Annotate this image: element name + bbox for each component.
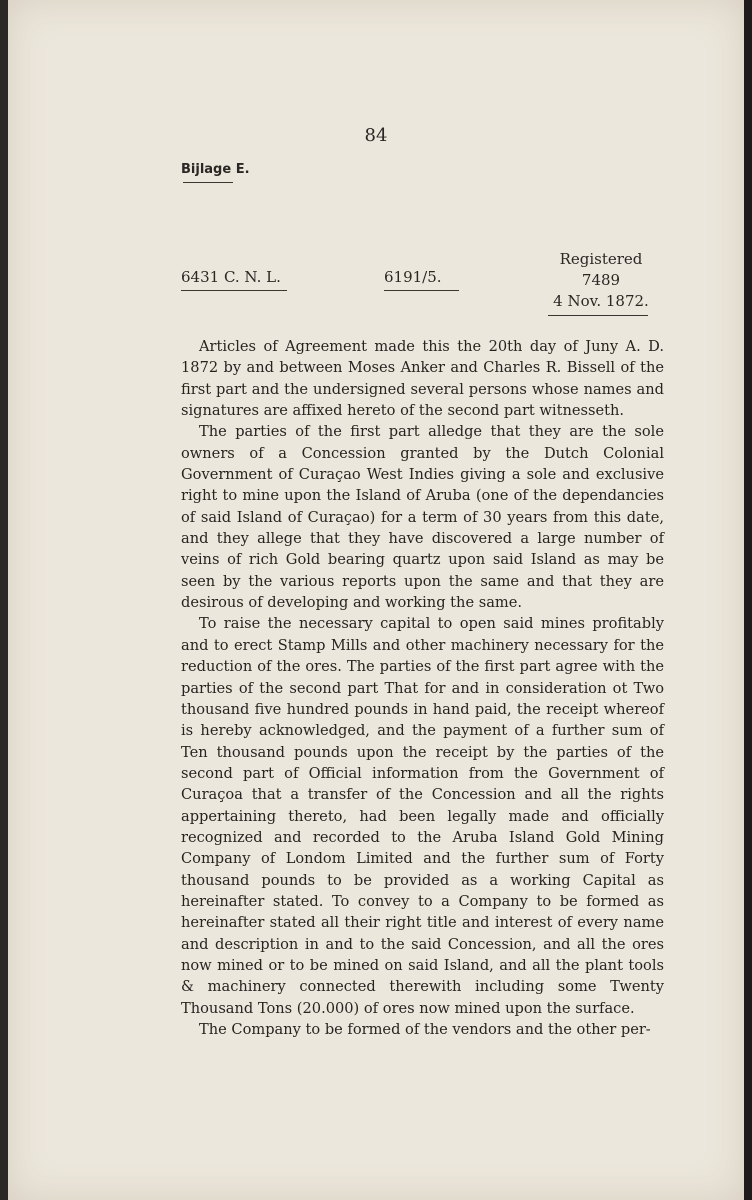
reference-left-underline — [181, 290, 287, 291]
agreement-body — [181, 336, 664, 1040]
paragraph: Articles of Agreement made this the 20th day of Juny A. D. 1872 by and between Moses Anker and Charles R. Bissell of the first part and the undersigned several persons whose names and signatures are affixed hereto of the second part witnesseth. — [181, 338, 664, 420]
reference-left: 6431 C. N. L. — [181, 268, 281, 286]
paragraph: The parties of the first part alledge that they are the sole owners of a Concession granted by the Dutch Colonial Government of Curaçao West Indies giving a sole and exclusive right to mine upon the Island of Aruba (one of the dependancies of said Island of Curaçao) for a term of 30 years from this date, and they allege that they have discovered a large number of veins of rich Gold bearing quartz upon said Island as may be seen by the various reports upon the same and that they are desirous of developing and working the same. — [181, 423, 664, 612]
registration-date: 4 Nov. 1872. — [553, 292, 649, 310]
paragraph: The Company to be formed of the vendors and the other per- — [199, 1021, 651, 1038]
reference-middle: 6191/5. — [384, 268, 442, 286]
paragraph: To raise the necessary capital to open said mines profitably and to erect Stamp Mills and other machinery necessary for the reduction of the ores. The parties of the first part agree with the parties of the second part That for and in consideration ot Two thousand five hundred pounds in hand paid, the receipt whereof is hereby acknowledged, and the payment of a further sum of Ten thousand pounds upon the receipt by the parties of the second part of Official information from the Government of Curaçoa that a transfer of the Concession and all the rights appertaining thereto, had been legally made and officially recognized and recorded to the Aruba Island Gold Mining Company of Londom Limited and the further sum of Forty thousand pounds to be provided as a working Capital as hereinafter stated. To convey to a Company to be formed as hereinafter stated all their right title and interest of every name and description in and to the said Concession, and all the ores now mined or to be mined on said Island, and all the plant tools & machinery connected therewith including some Twenty Thousand Tons (20.000) of ores now mined upon the surface. — [181, 615, 664, 1017]
annex-underline — [183, 182, 233, 183]
registration-label: Registered — [559, 250, 643, 268]
registration-number: 7489 — [581, 271, 621, 289]
annex-label: Bijlage E. — [181, 162, 250, 177]
scan-edge — [744, 0, 752, 1200]
reference-middle-underline — [384, 290, 459, 291]
document-page — [8, 0, 744, 1200]
registration-underline — [548, 315, 648, 316]
page-number: 84 — [364, 125, 388, 146]
